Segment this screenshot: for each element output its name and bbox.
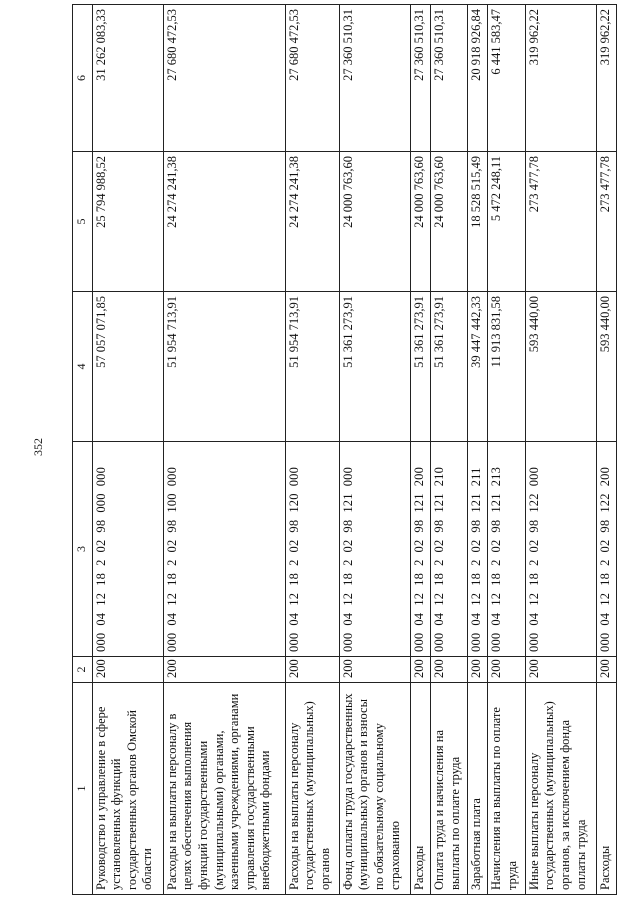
code-part: 000 xyxy=(164,632,179,652)
row-value-plan: 57 057 071,85 xyxy=(92,292,163,442)
code-part: 18 xyxy=(526,572,541,586)
row-value-executed: 25 794 988,52 xyxy=(92,152,163,292)
code-part: 2 xyxy=(93,559,108,566)
code-part: 18 xyxy=(164,572,179,586)
code-part: 98 xyxy=(432,519,447,533)
row-admin-code: 200 xyxy=(488,657,525,683)
row-name: Оплата труда и начисления на выплаты по оплате труда xyxy=(431,683,468,895)
row-value-plan: 51 361 273,91 xyxy=(339,292,410,442)
row-budget-code xyxy=(468,442,488,657)
code-part: 18 xyxy=(469,572,484,586)
code-part: 12 xyxy=(469,592,484,606)
code-part: 12 xyxy=(411,592,426,606)
code-part: 04 xyxy=(469,612,484,626)
row-admin-code: 200 xyxy=(92,657,163,683)
row-admin-code: 200 xyxy=(163,657,285,683)
code-part: 000 xyxy=(489,632,504,652)
code-part: 121 xyxy=(469,493,484,513)
header-cell: 6 xyxy=(73,5,93,152)
code-part: 200 xyxy=(597,466,612,487)
code-part: 04 xyxy=(164,612,179,626)
code-part: 04 xyxy=(489,612,504,626)
row-value-executed: 24 000 763,60 xyxy=(431,152,468,292)
row-value-unexecuted: 31 262 083,33 xyxy=(92,5,163,152)
row-value-plan: 593 440,00 xyxy=(596,292,616,442)
row-admin-code: 200 xyxy=(410,657,430,683)
code-part: 000 xyxy=(286,632,301,652)
code-part: 04 xyxy=(526,612,541,626)
code-part: 98 xyxy=(93,519,108,533)
row-value-unexecuted: 27 680 472,53 xyxy=(163,5,285,152)
code-part: 04 xyxy=(340,612,355,626)
table-row xyxy=(431,5,468,895)
code-part: 12 xyxy=(489,592,504,606)
code-part: 12 xyxy=(597,592,612,606)
code-part: 210 xyxy=(432,466,447,487)
code-part: 02 xyxy=(286,539,301,553)
code-part: 121 xyxy=(432,493,447,513)
code-part: 02 xyxy=(164,539,179,553)
row-budget-code xyxy=(410,442,430,657)
table-row xyxy=(488,5,525,895)
code-part: 2 xyxy=(286,559,301,566)
code-part: 02 xyxy=(93,539,108,553)
row-admin-code: 200 xyxy=(596,657,616,683)
table-row xyxy=(339,5,410,895)
row-admin-code: 200 xyxy=(285,657,339,683)
code-part: 000 xyxy=(597,632,612,652)
code-part: 18 xyxy=(597,572,612,586)
code-part: 18 xyxy=(340,572,355,586)
row-budget-code xyxy=(525,442,596,657)
header-cell: 1 xyxy=(73,683,93,895)
code-part: 02 xyxy=(597,539,612,553)
code-part: 04 xyxy=(286,612,301,626)
header-cell: 3 xyxy=(73,442,93,657)
row-budget-code xyxy=(92,442,163,657)
row-value-unexecuted: 27 360 510,31 xyxy=(410,5,430,152)
code-part: 18 xyxy=(411,572,426,586)
code-part: 12 xyxy=(286,592,301,606)
row-value-plan: 51 361 273,91 xyxy=(431,292,468,442)
code-part: 18 xyxy=(489,572,504,586)
code-part: 122 xyxy=(597,493,612,513)
table-row xyxy=(92,5,163,895)
table-row xyxy=(468,5,488,895)
code-part: 000 xyxy=(526,632,541,652)
code-part: 213 xyxy=(489,466,504,487)
code-part: 000 xyxy=(411,632,426,652)
row-value-executed: 24 274 241,38 xyxy=(285,152,339,292)
header-cell: 5 xyxy=(73,152,93,292)
row-name: Расходы на выплаты персоналу государственных (муниципальных) органов xyxy=(285,683,339,895)
row-value-plan: 39 447 442,33 xyxy=(468,292,488,442)
rotated-table-wrapper xyxy=(72,5,617,895)
row-budget-code xyxy=(339,442,410,657)
code-part: 000 xyxy=(469,632,484,652)
row-value-unexecuted: 27 360 510,31 xyxy=(431,5,468,152)
code-part: 98 xyxy=(469,519,484,533)
code-part: 04 xyxy=(93,612,108,626)
row-value-unexecuted: 20 918 926,84 xyxy=(468,5,488,152)
row-name: Начисления на выплаты по оплате труда xyxy=(488,683,525,895)
code-part: 02 xyxy=(469,539,484,553)
code-part: 000 xyxy=(164,466,179,487)
code-part: 2 xyxy=(469,559,484,566)
code-part: 98 xyxy=(286,519,301,533)
code-part: 000 xyxy=(432,632,447,652)
code-part: 000 xyxy=(93,466,108,487)
page-number: 352 xyxy=(31,438,45,456)
row-value-unexecuted: 319 962,22 xyxy=(596,5,616,152)
header-cell: 2 xyxy=(73,657,93,683)
code-part: 2 xyxy=(526,559,541,566)
code-part: 98 xyxy=(597,519,612,533)
code-part: 100 xyxy=(164,493,179,513)
code-part: 000 xyxy=(286,466,301,487)
table-row xyxy=(285,5,339,895)
code-part: 98 xyxy=(526,519,541,533)
code-part: 2 xyxy=(597,559,612,566)
row-admin-code: 200 xyxy=(339,657,410,683)
code-part: 02 xyxy=(340,539,355,553)
row-budget-code xyxy=(163,442,285,657)
code-part: 000 xyxy=(93,632,108,652)
code-part: 98 xyxy=(340,519,355,533)
header-cell: 4 xyxy=(73,292,93,442)
code-part: 000 xyxy=(526,466,541,487)
code-part: 2 xyxy=(340,559,355,566)
row-value-plan: 11 913 831,58 xyxy=(488,292,525,442)
code-part: 98 xyxy=(164,519,179,533)
row-value-plan: 593 440,00 xyxy=(525,292,596,442)
table-body xyxy=(92,5,616,895)
row-value-executed: 273 477,78 xyxy=(525,152,596,292)
row-name: Расходы на выплаты персоналу в целях обеспечения выполнения функций государственными (муниципальными) органами, казенными учреждениями, органами управления государственными внебюджетными фондами xyxy=(163,683,285,895)
code-part: 121 xyxy=(411,493,426,513)
code-part: 02 xyxy=(489,539,504,553)
code-part: 04 xyxy=(597,612,612,626)
code-part: 12 xyxy=(340,592,355,606)
code-part: 12 xyxy=(93,592,108,606)
code-part: 2 xyxy=(489,559,504,566)
code-part: 2 xyxy=(432,559,447,566)
row-name: Фонд оплаты труда государственных (муниципальных) органов и взносы по обязательному социальному страхованию xyxy=(339,683,410,895)
row-name: Иные выплаты персоналу государственных (муниципальных) органов, за исключением фонда оплаты труда xyxy=(525,683,596,895)
row-name: Расходы xyxy=(410,683,430,895)
code-part: 2 xyxy=(411,559,426,566)
row-budget-code xyxy=(285,442,339,657)
row-admin-code: 200 xyxy=(525,657,596,683)
code-part: 211 xyxy=(469,467,484,487)
row-budget-code xyxy=(431,442,468,657)
row-value-executed: 24 000 763,60 xyxy=(339,152,410,292)
row-value-unexecuted: 319 962,22 xyxy=(525,5,596,152)
row-value-unexecuted: 6 441 583,47 xyxy=(488,5,525,152)
row-name: Руководство и управление в сфере установленных функций государственных органов Омской области xyxy=(92,683,163,895)
row-value-plan: 51 954 713,91 xyxy=(163,292,285,442)
row-admin-code: 200 xyxy=(431,657,468,683)
row-value-executed: 24 000 763,60 xyxy=(410,152,430,292)
code-part: 98 xyxy=(489,519,504,533)
table-row xyxy=(163,5,285,895)
budget-table xyxy=(72,4,617,895)
row-value-unexecuted: 27 680 472,53 xyxy=(285,5,339,152)
code-part: 02 xyxy=(526,539,541,553)
table-row xyxy=(525,5,596,895)
code-part: 12 xyxy=(432,592,447,606)
code-part: 000 xyxy=(340,632,355,652)
code-part: 200 xyxy=(411,466,426,487)
row-value-executed: 273 477,78 xyxy=(596,152,616,292)
code-part: 12 xyxy=(164,592,179,606)
code-part: 121 xyxy=(489,493,504,513)
code-part: 120 xyxy=(286,493,301,513)
table-header-row xyxy=(73,5,93,895)
row-value-executed: 24 274 241,38 xyxy=(163,152,285,292)
row-name: Заработная плата xyxy=(468,683,488,895)
table-row xyxy=(410,5,430,895)
code-part: 04 xyxy=(432,612,447,626)
code-part: 122 xyxy=(526,493,541,513)
code-part: 18 xyxy=(286,572,301,586)
row-value-plan: 51 954 713,91 xyxy=(285,292,339,442)
row-budget-code xyxy=(596,442,616,657)
code-part: 04 xyxy=(411,612,426,626)
code-part: 18 xyxy=(93,572,108,586)
code-part: 000 xyxy=(340,466,355,487)
row-budget-code xyxy=(488,442,525,657)
row-name: Расходы xyxy=(596,683,616,895)
code-part: 18 xyxy=(432,572,447,586)
row-value-executed: 5 472 248,11 xyxy=(488,152,525,292)
code-part: 2 xyxy=(164,559,179,566)
code-part: 121 xyxy=(340,493,355,513)
row-admin-code: 200 xyxy=(468,657,488,683)
code-part: 12 xyxy=(526,592,541,606)
row-value-plan: 51 361 273,91 xyxy=(410,292,430,442)
row-value-executed: 18 528 515,49 xyxy=(468,152,488,292)
code-part: 02 xyxy=(411,539,426,553)
row-value-unexecuted: 27 360 510,31 xyxy=(339,5,410,152)
code-part: 02 xyxy=(432,539,447,553)
table-row xyxy=(596,5,616,895)
code-part: 000 xyxy=(93,493,108,513)
code-part: 98 xyxy=(411,519,426,533)
